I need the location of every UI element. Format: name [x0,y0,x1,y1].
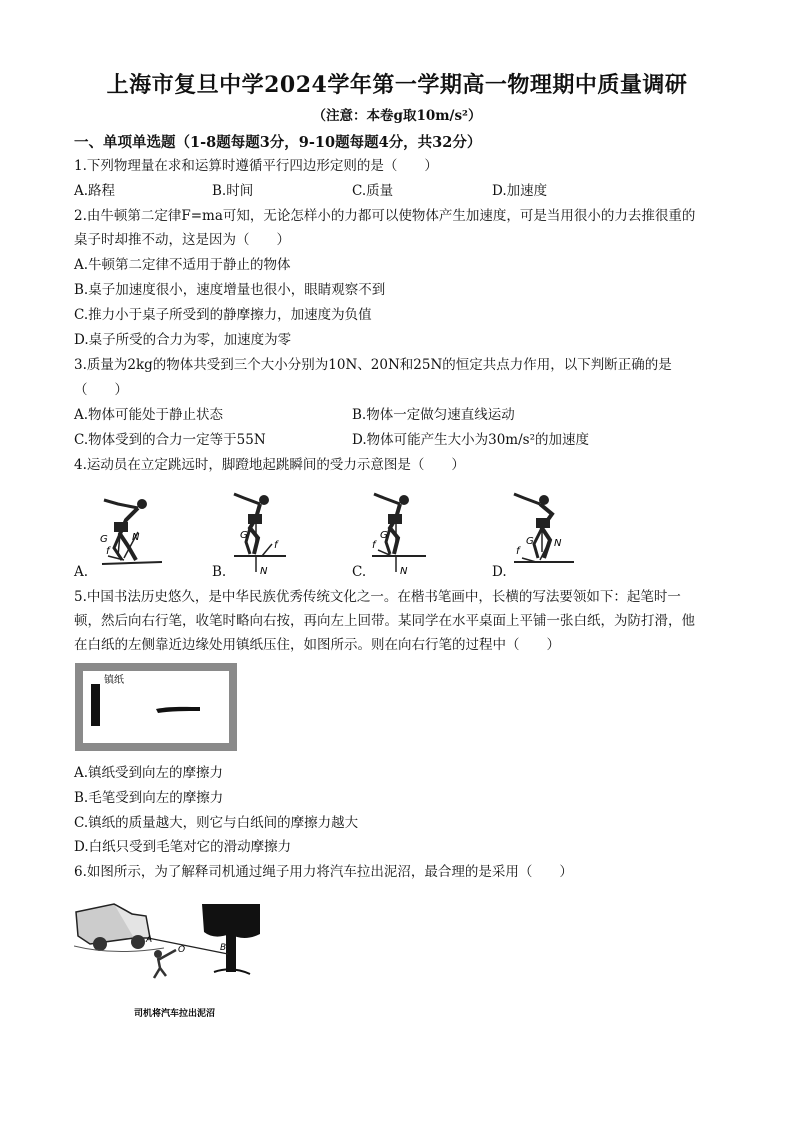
q6-truck-figure [74,898,264,1022]
q3-option-b: B.物体一定做匀速直线运动 [352,407,515,423]
paperweight-label: 镇纸 [104,675,124,686]
q5-stem-line2: 顿，然后向右行笔，收笔时略向右按，再向左上回带。某同学在水平桌面上平铺一张白纸，为防打滑，他 [74,613,695,629]
force-label-n-c: N [400,566,408,577]
q3-stem-line2: （ ） [74,382,128,398]
force-label-g-d: G [526,536,534,547]
q4-stem: 4.运动员在立定跳远时，脚蹬地起跳瞬间的受力示意图是（ ） [74,457,465,473]
q2-option-c: C.推力小于桌子所受到的静摩擦力，加速度为负值 [74,307,372,323]
q5-calligraphy-figure [74,662,238,754]
section-heading: 一、单项单选题（1-8题每题3分，9-10题每题4分，共32分） [74,134,482,151]
q6-stem: 6.如图所示，为了解释司机通过绳子用力将汽车拉出泥沼，最合理的是采用（ ） [74,864,573,880]
force-label-n-b: N [260,566,268,577]
q2-option-b: B.桌子加速度很小，速度增量也很小，眼睛观察不到 [74,282,386,298]
q4-option-d: D. [492,564,507,580]
force-label-g-b: G [240,530,248,541]
q5-option-a: A.镇纸受到向左的摩擦力 [74,765,224,781]
point-label-a: A [146,935,153,945]
q3-option-c: C.物体受到的合力一定等于55N [74,432,266,448]
q2-option-a: A.牛顿第二定律不适用于静止的物体 [74,257,291,273]
force-label-f-a: f [106,546,110,557]
page-title: 上海市复旦中学2024学年第一学期高一物理期中质量调研 [106,72,688,98]
point-label-o: O [178,945,186,955]
q1-option-d: D.加速度 [492,183,548,199]
q6-figure-caption: 司机将汽车拉出泥沼 [134,1009,216,1019]
q4-option-c: C. [352,564,367,580]
q1-option-a: A.路程 [74,183,116,199]
q4-option-b: B. [212,564,227,580]
force-label-g-c: G [380,530,388,541]
point-label-b: B [220,943,227,953]
q1-stem: 1.下列物理量在求和运算时遵循平行四边形定则的是（ ） [74,158,438,174]
q5-option-c: C.镇纸的质量越大，则它与白纸间的摩擦力越大 [74,815,359,831]
exam-note: （注意：本卷g取10m/s²） [312,108,482,124]
q2-stem-line1: 2.由牛顿第二定律F=ma可知，无论怎样小的力都可以使物体产生加速度，可是当用很小的力去推很重的 [74,208,696,224]
q3-option-a: A.物体可能处于静止状态 [74,407,224,423]
q1-option-c: C.质量 [352,183,394,199]
paperweight [91,684,100,726]
driver [154,950,176,978]
q5-stem-line1: 5.中国书法历史悠久，是中华民族优秀传统文化之一。在楷书笔画中，长横的写法要领如下：起笔时一 [74,589,681,605]
q5-option-b: B.毛笔受到向左的摩擦力 [74,790,224,806]
q4-option-a: A. [74,564,89,580]
q1-option-b: B.时间 [212,183,254,199]
force-label-f-c: f [372,540,376,551]
force-label-f-d: f [516,546,520,557]
tree [202,904,260,974]
athlete-figure-d [514,494,574,562]
force-label-n-d: N [554,538,562,549]
force-label-n-a: N [132,532,140,543]
q3-option-d: D.物体可能产生大小为30m/s²的加速度 [352,432,590,448]
q5-stem-line3: 在白纸的左侧靠近边缘处用镇纸压住，如图所示。则在向右行笔的过程中（ ） [74,637,560,653]
q2-stem-line2: 桌子时却推不动，这是因为（ ） [74,232,290,248]
q3-stem-line1: 3.质量为2kg的物体共受到三个大小分别为10N、20N和25N的恒定共点力作用，以下判断正确的是 [74,357,672,373]
force-label-g-a: G [100,534,108,545]
q2-option-d: D.桌子所受的合力为零，加速度为零 [74,332,292,348]
q5-option-d: D.白纸只受到毛笔对它的滑动摩擦力 [74,839,292,855]
force-label-f-b: f [274,540,278,551]
